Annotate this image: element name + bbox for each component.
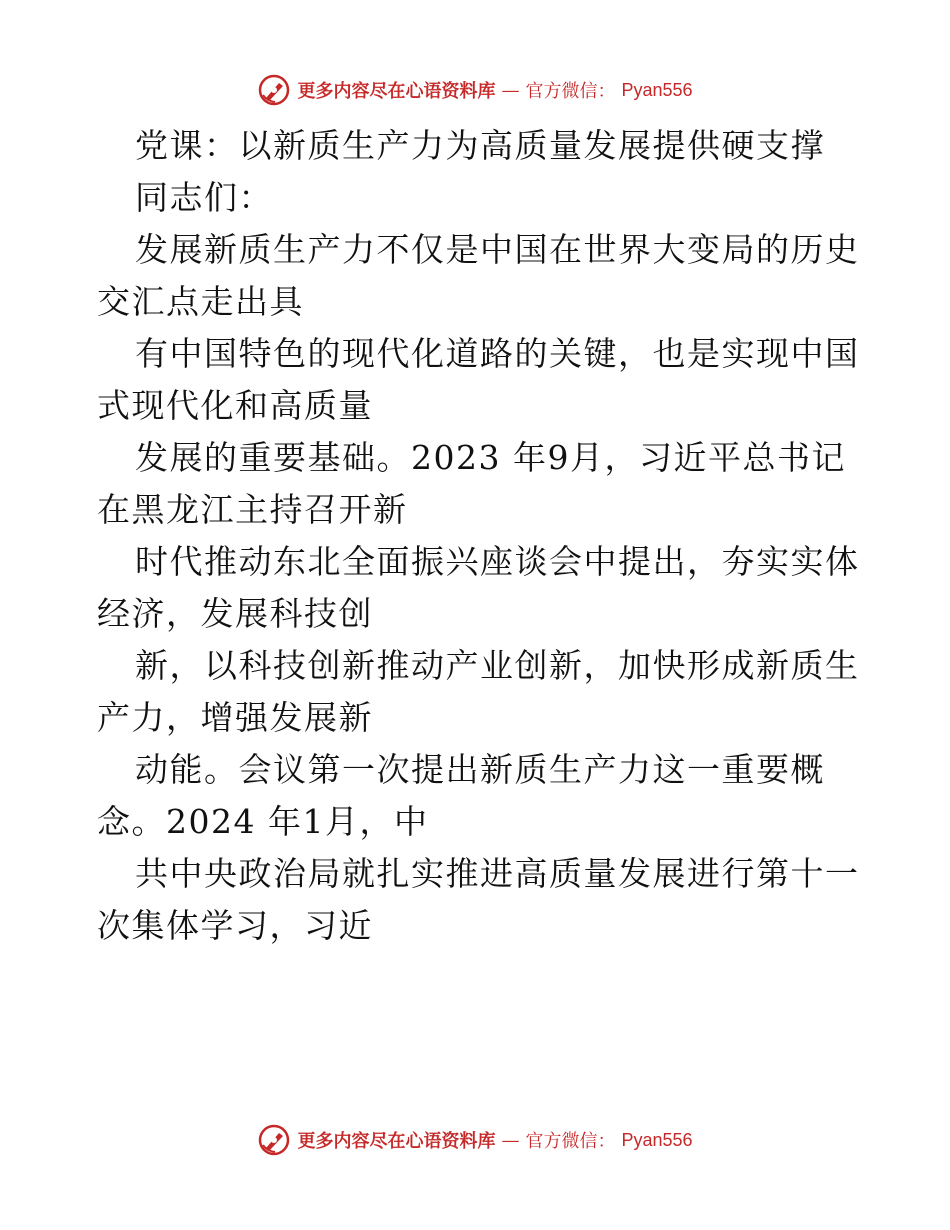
text-line: 式现代化和高质量 <box>97 386 373 425</box>
header-banner <box>0 70 950 110</box>
text-line: 经济，发展科技创 <box>97 594 373 633</box>
paragraph-lines <box>97 224 860 952</box>
banner-main-text: 更多内容尽在心语资料库 <box>297 1131 496 1152</box>
document-body <box>97 120 860 952</box>
document-title: 党课：以新质生产力为高质量发展提供硬支撑 <box>135 126 825 165</box>
pen-in-circle-icon <box>257 1123 291 1157</box>
pen-in-circle-icon <box>257 73 291 107</box>
banner-dash: — <box>501 79 520 101</box>
text-line: 交汇点走出具 <box>97 282 304 321</box>
text-line: 时代推动东北全面振兴座谈会中提出，夯实实体 <box>135 542 860 581</box>
text-line: 念。2024 年1月，中 <box>97 802 429 841</box>
text-line: 共中央政治局就扎实推进高质量发展进行第十一 <box>135 854 860 893</box>
text-line: 在黑龙江主持召开新 <box>97 490 408 529</box>
text-line: 发展的重要基础。2023 年9月，习近平总书记 <box>135 438 846 477</box>
banner-wechat-id: Pyan556 <box>621 79 693 100</box>
footer-banner <box>0 1120 950 1160</box>
text-line: 新，以科技创新推动产业创新，加快形成新质生 <box>135 646 860 685</box>
text-line: 动能。会议第一次提出新质生产力这一重要概 <box>135 750 825 789</box>
text-line: 次集体学习，习近 <box>97 906 373 945</box>
greeting: 同志们： <box>135 178 273 217</box>
text-line: 产力，增强发展新 <box>97 698 373 737</box>
banner-main-text: 更多内容尽在心语资料库 <box>297 81 496 102</box>
banner-wechat-id: Pyan556 <box>621 1129 693 1150</box>
banner-dash: — <box>501 1129 520 1151</box>
banner-wechat-label: 官方微信： <box>525 1131 616 1152</box>
text-line: 发展新质生产力不仅是中国在世界大变局的历史 <box>135 230 860 269</box>
banner-wechat-label: 官方微信： <box>525 81 616 102</box>
text-line: 有中国特色的现代化道路的关键，也是实现中国 <box>135 334 860 373</box>
